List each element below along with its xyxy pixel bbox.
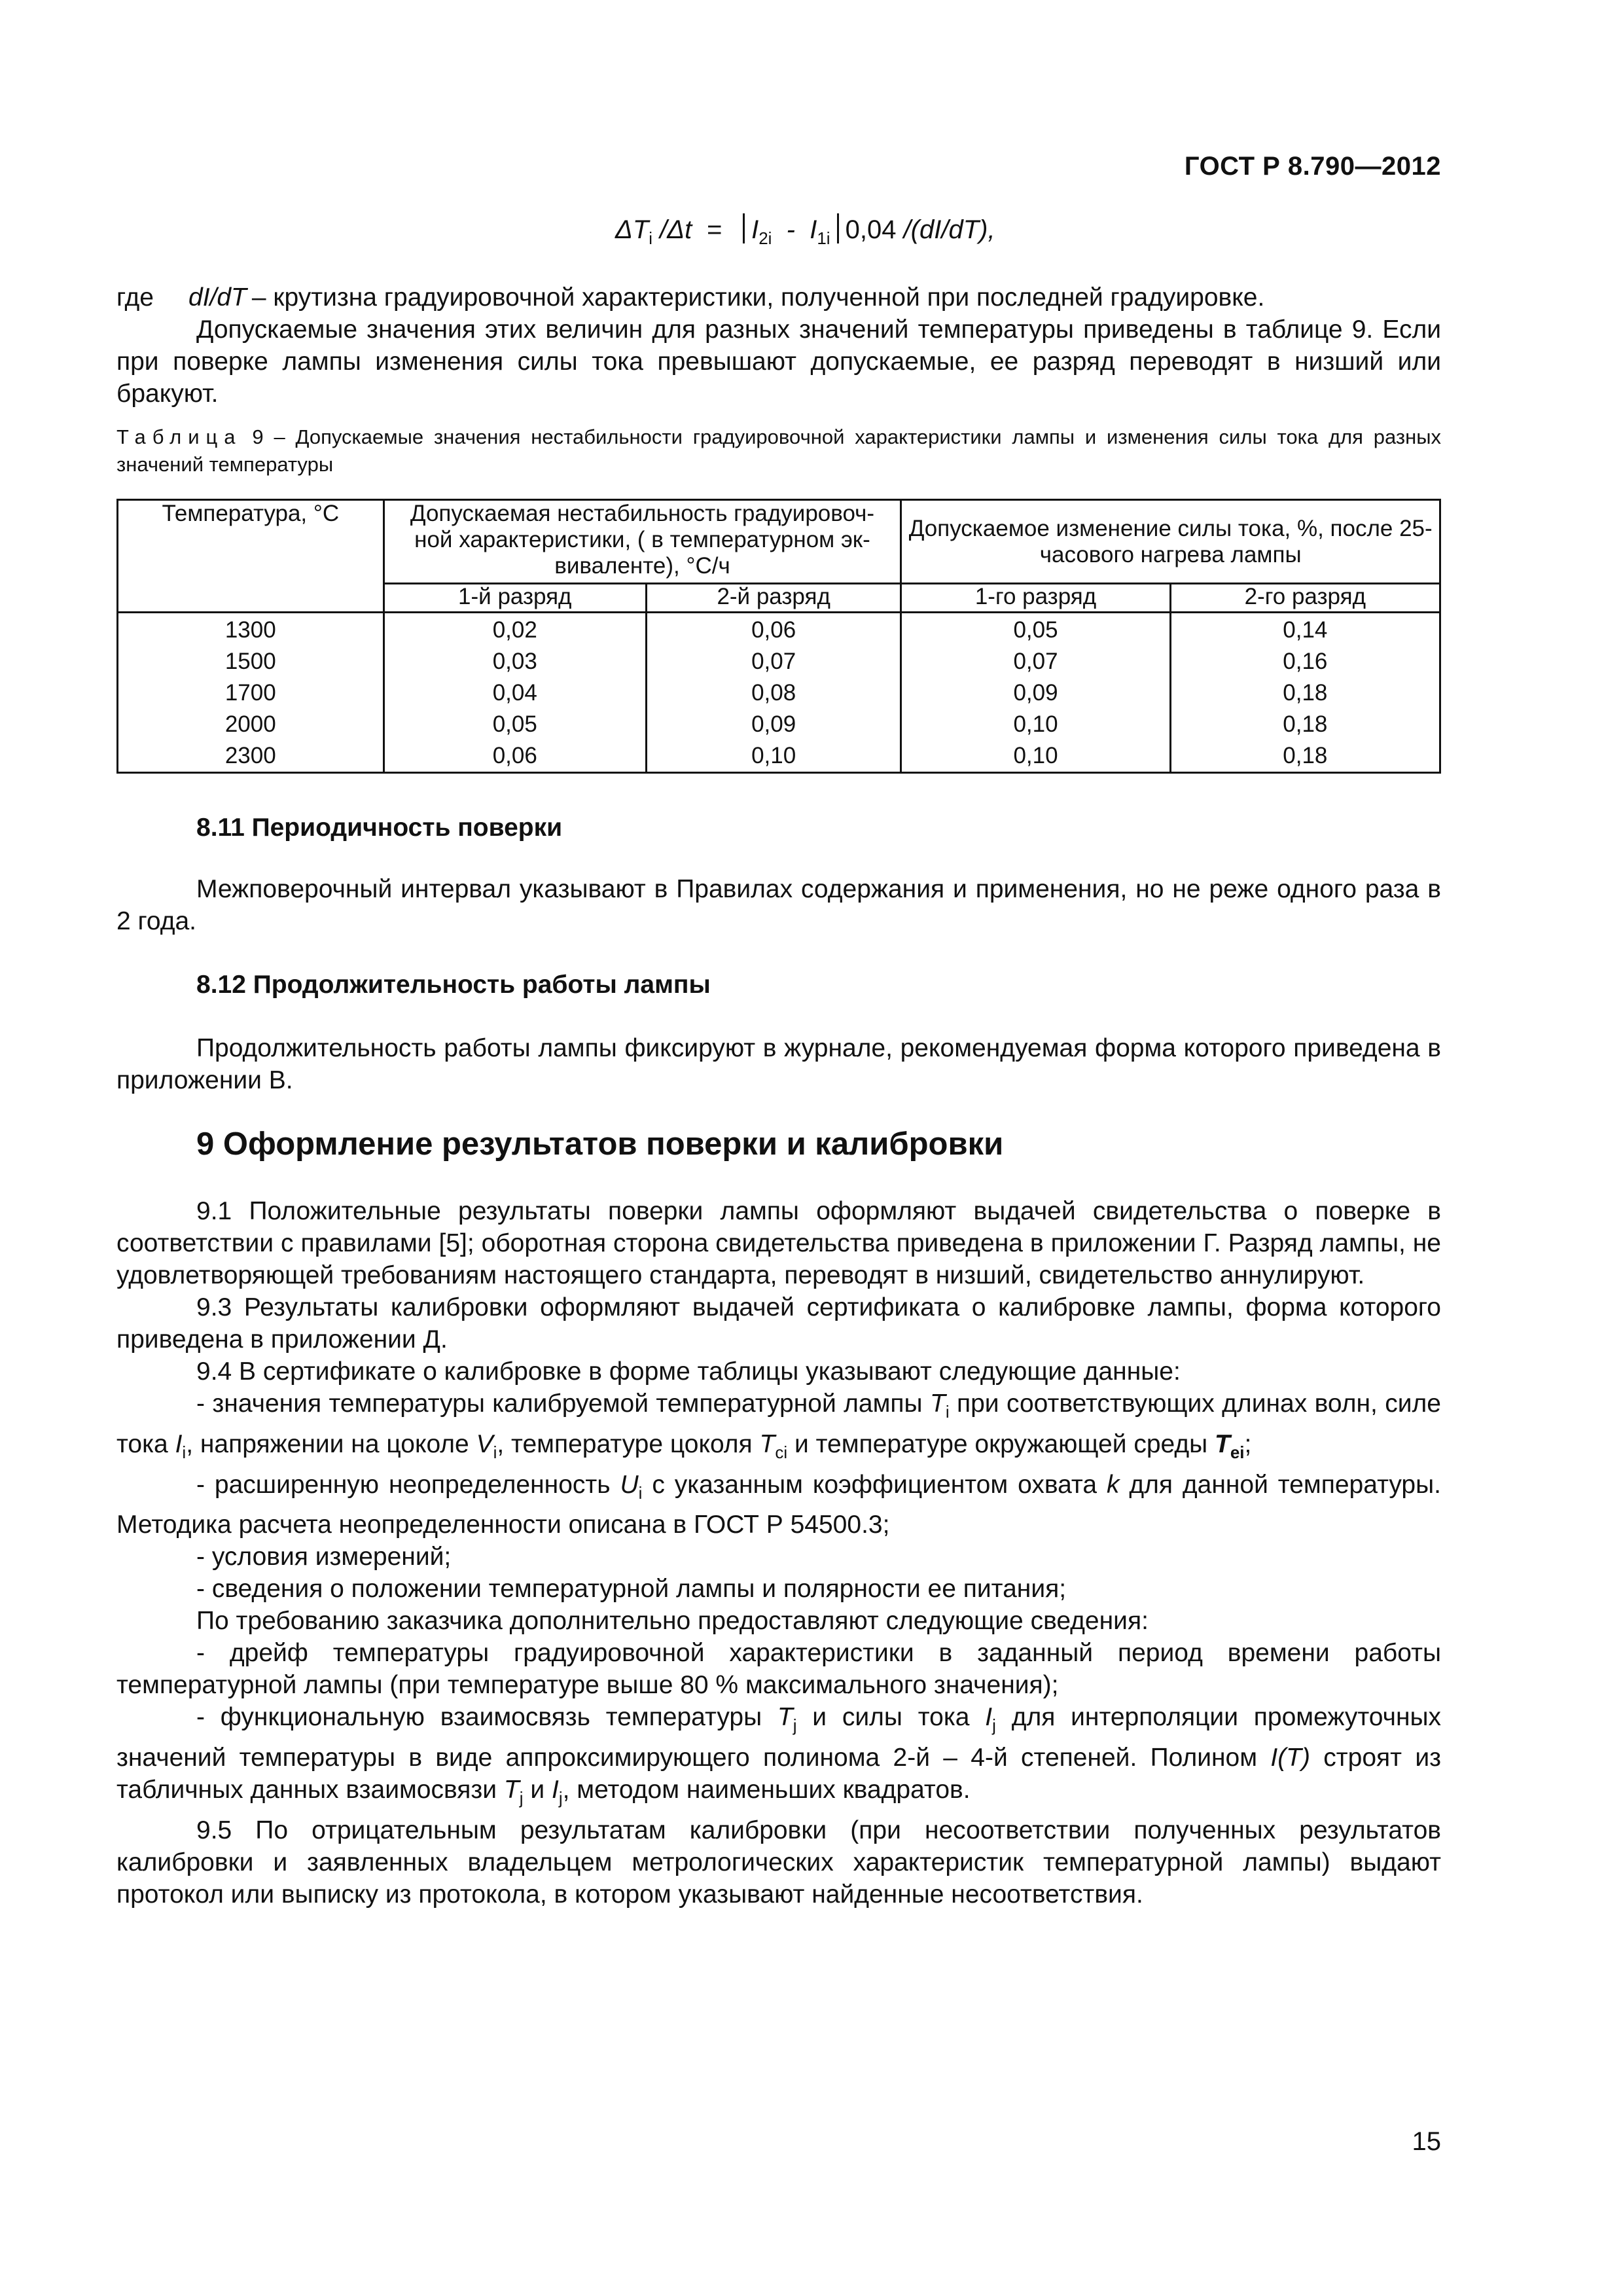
abs-bar-left (743, 213, 745, 243)
header-instability: Допускаемая нестабильность градуировоч-ной характеристики, ( в температурном эк-виваленте), °С/ч (383, 500, 901, 584)
document-code: ГОСТ Р 8.790—2012 (1184, 152, 1441, 181)
table-caption: Таблица 9 – Допускаемые значения нестабильности градуировочной характеристики лампы и изменения силы тока для разных значений температуры (116, 425, 1441, 476)
formula: $\Delta T_i$ $/\Delta t = I_{2i} - I_{1i}$ 0,04 /(dI/dT), (615, 213, 995, 249)
page-number: 15 (1412, 2127, 1441, 2156)
table-row: 2000 0,05 0,09 0,10 0,18 (118, 709, 1440, 740)
subheader-2: 2-й разряд (646, 584, 901, 613)
header-temperature: Температура, °С (118, 500, 384, 613)
list-item: - дрейф температуры градуировочной характеристики в заданный период времени работы температурной лампы (при температуре выше 80 % максимального значения); (116, 1639, 1441, 1700)
formula-lhs: ΔT (615, 215, 649, 244)
table-row: 2300 0,06 0,10 0,10 0,18 (118, 740, 1440, 773)
table-row: 1300 0,02 0,06 0,05 0,14 (118, 613, 1440, 647)
list-item: - условия измерений; (196, 1543, 452, 1571)
section-9-body (116, 1195, 1441, 1910)
section-8-12-text: Продолжительность работы лампы фиксируют в журнале, рекомендуемая форма которого приведена в приложении В. (116, 1034, 1441, 1094)
section-8-11-text: Межповерочный интервал указывают в Правилах содержания и применения, но не реже одного раза в 2 года. (116, 875, 1441, 935)
formula-explanation: где dI/dT – крутизна градуировочной характеристики, полученной при последней градуировке. Допускаемые значения этих величин для разных значений температуры приведены в таблице 9. Если при поверке лампы изменения силы тока превышают допускаемые, ее разряд переводят в низший или бракуют. (116, 281, 1441, 410)
subheader-3: 1-го разряд (901, 584, 1170, 613)
heading-8-11: 8.11 Периодичность поверки (196, 814, 563, 842)
heading-9: 9 Оформление результатов поверки и калибровки (196, 1126, 1004, 1162)
header-current-change: Допускаемое изменение силы тока, %, после 25-часового нагрева лампы (901, 500, 1440, 584)
paragraph-extra: По требованию заказчика дополнительно предоставляют следующие сведения: (196, 1607, 1149, 1636)
paragraph-9-1: 9.1 Положительные результаты поверки лампы оформляют выдачей свидетельства о поверке в соответствии с правилами [5]; оборотная сторона свидетельства приведена в приложении Г. Разряд лампы, не удовлетворяющей требованиям настоящего стандарта, переводят в низший, свидетельство аннулируют. (116, 1197, 1441, 1289)
paragraph-9-3: 9.3 Результаты калибровки оформляют выдачей сертификата о калибровке лампы, форма которого приведена в приложении Д. (116, 1293, 1441, 1354)
table-9 (116, 499, 1441, 774)
table-row: 1700 0,04 0,08 0,09 0,18 (118, 677, 1440, 709)
paragraph-9-4: 9.4 В сертификате о калибровке в форме таблицы указывают следующие данные: (196, 1357, 1181, 1386)
subheader-1: 1-й разряд (383, 584, 646, 613)
paragraph-9-5: 9.5 По отрицательным результатам калибровки (при несоответствии полученных результатов калибровки и заявленных владельцем метрологических характеристик температурной лампы) выдают протокол или выписку из протокола, в котором указывают найденные несоответствия. (116, 1816, 1441, 1909)
heading-8-12: 8.12 Продолжительность работы лампы (196, 971, 711, 999)
list-item: - сведения о положении температурной лампы и полярности ее питания; (196, 1575, 1067, 1604)
subheader-4: 2-го разряд (1170, 584, 1440, 613)
abs-bar-right (837, 213, 839, 243)
list-item: - расширенную неопределенность $U_i$ с указанным коэффициентом охвата k для данной температуры. Методика расчета неопределенности описана в ГОСТ Р 54500.3; (116, 1470, 1441, 1539)
list-item: - функциональную взаимосвязь температуры $T_j$ и силы тока $I_j$ для интерполяции промежуточных значений температуры в виде аппроксимирующего полинома 2-й – 4-й степеней. Полином I(T) строят из табличных данных взаимосвязи $T_j$ и $I_j$, методом наименьших квадратов. (116, 1703, 1442, 1808)
paragraph-allowed-values: Допускаемые значения этих величин для разных значений температуры приведены в таблице 9. Если при поверке лампы изменения силы тока превышают допускаемые, ее разряд переводят в низший или бракуют. (116, 315, 1441, 408)
list-item: - значения температуры калибруемой температурной лампы $T_i$ при соответствующих длинах волн, силе тока $I_i$, напряжении на цоколе $V_i$, температуре цоколя $T_{ci}$ и температуре окружающей среды $T_{ei}$; (116, 1390, 1441, 1462)
table-row: 1500 0,03 0,07 0,07 0,16 (118, 646, 1440, 677)
